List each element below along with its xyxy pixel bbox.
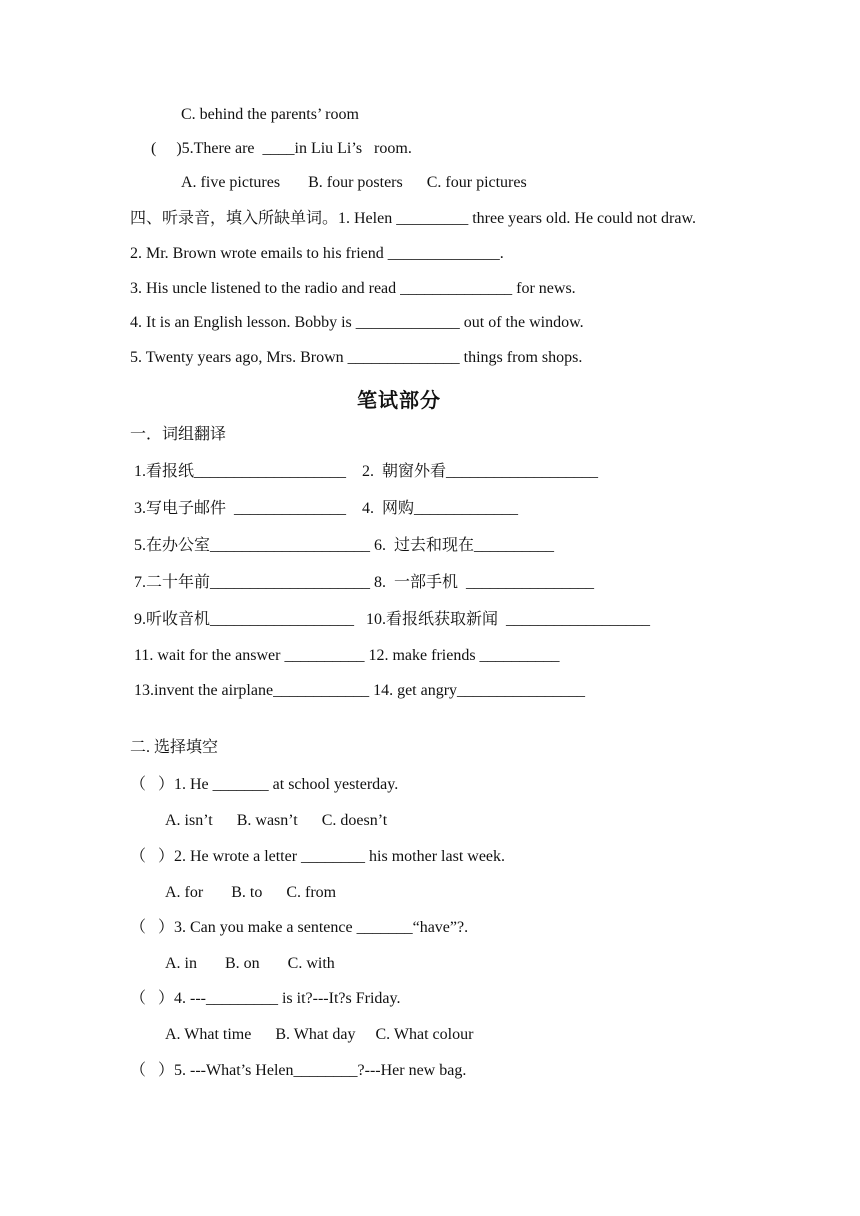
choice-q3-options: A. in B. on C. with (165, 955, 335, 972)
written-section-title: 笔试部分 (357, 390, 441, 412)
section2-heading: 二. 选择填空 (130, 739, 219, 756)
q5-options: A. five pictures B. four posters C. four pictures (181, 174, 527, 191)
phrase-row-1: 1.看报纸___________________ 2. 朝窗外看___________________ (134, 463, 599, 480)
section4-line-2: 2. Mr. Brown wrote emails to his friend ______________. (130, 245, 504, 262)
phrase-row-6: 11. wait for the answer __________ 12. make friends __________ (134, 647, 560, 664)
section4-line-5: 5. Twenty years ago, Mrs. Brown ______________ things from shops. (130, 349, 583, 366)
phrase-row-3: 5.在办公室____________________ 6. 过去和现在__________ (134, 537, 555, 554)
choice-q4-options: A. What time B. What day C. What colour (165, 1026, 474, 1043)
choice-q5: （ ）5. ---What’s Helen________?---Her new bag. (130, 1062, 467, 1079)
choice-q1: （ ）1. He _______ at school yesterday. (130, 776, 399, 793)
section4-line-4: 4. It is an English lesson. Bobby is _____________ out of the window. (130, 314, 584, 331)
phrase-row-7: 13.invent the airplane____________ 14. get angry________________ (134, 682, 586, 699)
q5-stem: ( )5.There are ____in Liu Li’s room. (151, 140, 412, 157)
choice-q2: （ ）2. He wrote a letter ________ his mother last week. (130, 848, 506, 865)
section4-line-3: 3. His uncle listened to the radio and read ______________ for news. (130, 280, 576, 297)
choice-q4: （ ）4. ---_________ is it?---It?s Friday. (130, 990, 401, 1007)
phrase-row-5: 9.听收音机__________________ 10.看报纸获取新闻 __________________ (134, 611, 651, 628)
section1-heading: 一．词组翻译 (130, 426, 227, 443)
choice-q3: （ ）3. Can you make a sentence _______“have”?. (130, 919, 469, 936)
q4-option-c: C. behind the parents’ room (181, 106, 359, 123)
section4-line-1: 四、听录音，填入所缺单词。1. Helen _________ three years old. He could not draw. (130, 210, 696, 227)
choice-q2-options: A. for B. to C. from (165, 884, 337, 901)
phrase-row-4: 7.二十年前____________________ 8. 一部手机 ________________ (134, 574, 595, 591)
choice-q1-options: A. isn’t B. wasn’t C. doesn’t (165, 812, 388, 829)
phrase-row-2: 3.写电子邮件 ______________ 4. 网购_____________ (134, 500, 519, 517)
